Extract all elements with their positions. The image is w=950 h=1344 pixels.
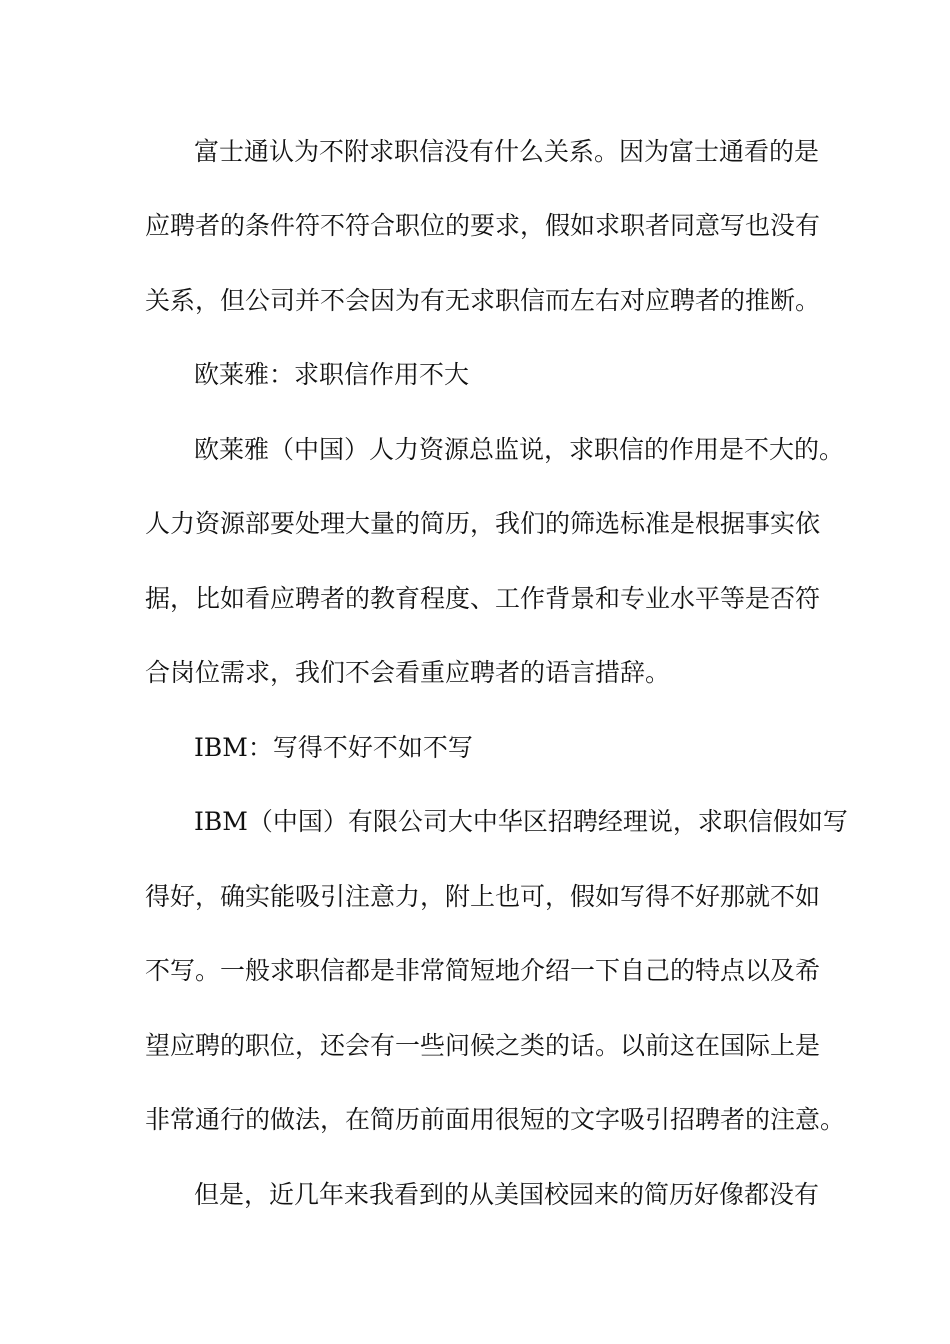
paragraph-line: 非常通行的做法，在简历前面用很短的文字吸引招聘者的注意。 <box>145 1105 846 1134</box>
paragraph-line: 欧莱雅（中国）人力资源总监说，求职信的作用是不大的。 <box>194 435 845 464</box>
paragraph-line: 应聘者的条件符不符合职位的要求，假如求职者同意写也没有 <box>145 211 821 240</box>
paragraph-line: 富士通认为不附求职信没有什么关系。因为富士通看的是 <box>194 137 820 166</box>
paragraph-line: 关系，但公司并不会因为有无求职信而左右对应聘者的推断。 <box>145 286 821 315</box>
paragraph-line: 不写。一般求职信都是非常简短地介绍一下自己的特点以及希 <box>145 956 821 985</box>
paragraph-line: IBM（中国）有限公司大中华区招聘经理说，求职信假如写 <box>194 807 848 836</box>
paragraph-line: 但是，近几年来我看到的从美国校园来的简历好像都没有 <box>194 1180 820 1209</box>
paragraph-line: 人力资源部要处理大量的简历，我们的筛选标准是根据事实依 <box>145 509 821 538</box>
paragraph-line: 合岗位需求，我们不会看重应聘者的语言措辞。 <box>145 658 671 687</box>
paragraph-line: 得好，确实能吸引注意力，附上也可，假如写得不好那就不如 <box>145 882 821 911</box>
section-heading: 欧莱雅：求职信作用不大 <box>194 360 470 389</box>
paragraph-line: 据，比如看应聘者的教育程度、工作背景和专业水平等是否符 <box>145 584 821 613</box>
paragraph-line: 望应聘的职位，还会有一些问候之类的话。以前这在国际上是 <box>145 1031 821 1060</box>
section-heading: IBM：写得不好不如不写 <box>194 733 473 762</box>
